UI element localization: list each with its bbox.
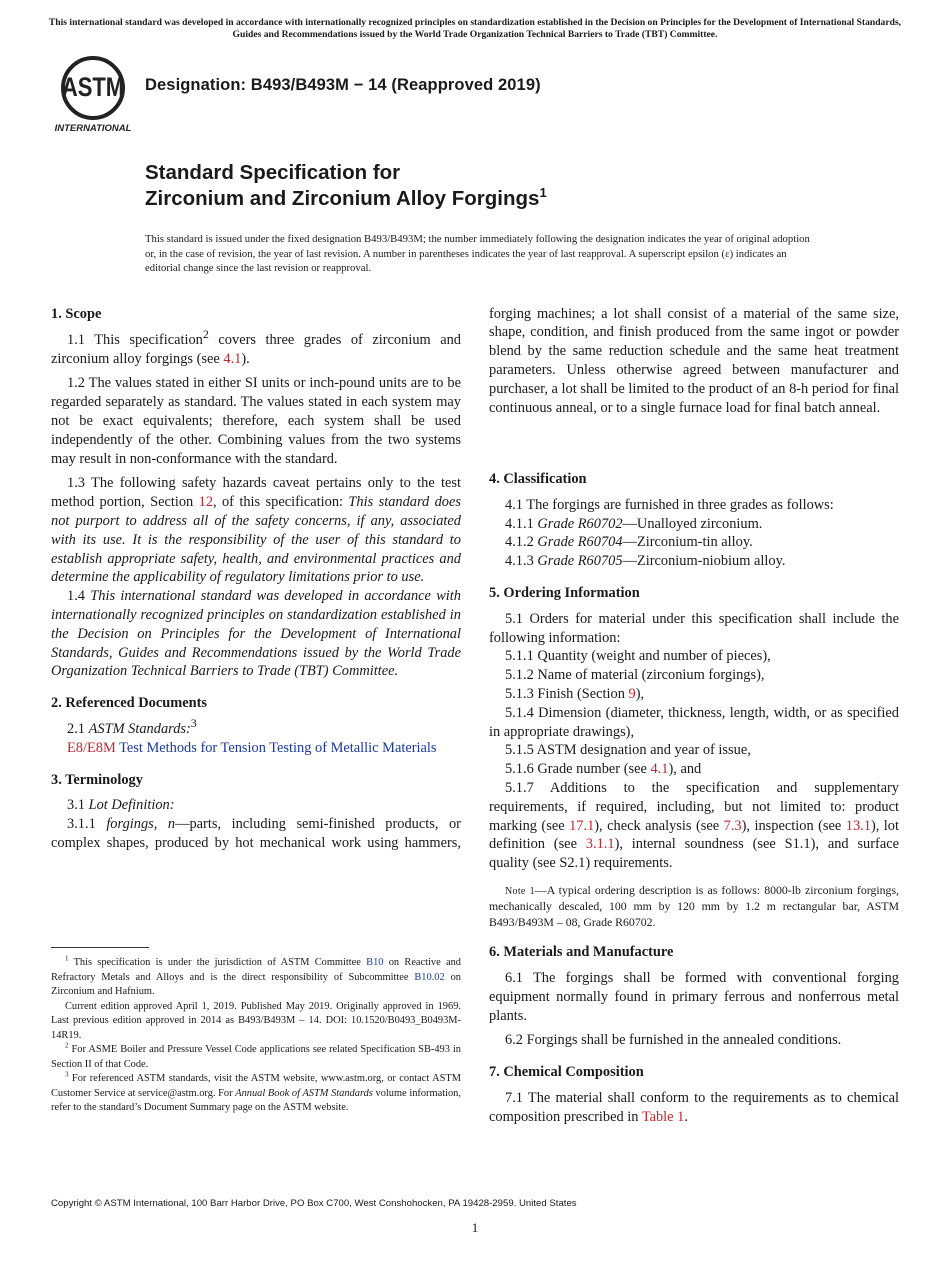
document-title [145,160,547,212]
ref-link-13-1[interactable]: 13.1 [845,817,871,834]
paragraph-3-1-1: 3.1.1 forgings, n—parts, including semi-finished products, or complex shapes, produced by hot mechanical work using hammers, [51,816,461,851]
ref-link-17-1[interactable]: 17.1 [569,817,595,834]
footnote-3: $^3$ For referenced ASTM standards, visit the ASTM website, www.astm.org, or contact ASTM Customer Service at service@astm.org. For Annual Book of ASTM Standards volume information, refer to the standard’s Document Summary page on the ASTM website. [51,1070,461,1113]
copyright: Copyright © ASTM International, 100 Barr Harbor Drive, PO Box C700, West Conshohocken, PA 19428-2959. United States [51,1198,577,1209]
note-1: Note 1—A typical ordering description is as follows: 8000-lb zirconium forgings, mechanically descaled, 100 mm by 120 mm by 1.2 m rectangular bar, ASTM B493/B493M – 08, Grade R60702. [489,882,899,929]
svg-text:ASTM: ASTM [61,73,125,103]
paragraph-5-1-2: 5.1.2 Name of material (zirconium forgings), [505,667,765,684]
paragraph-3-1-1-continued: forging machines; a lot shall consist of a material of the same size, shape, condition, and finish produced from the same ingot or powder blend by the same reduction schedule and the same heat treatment parameters. Unless otherwise agreed between manufacturer and purchaser, a lot shall be limited to the product of an 8-h period for final continuous anneal, or to a single furnace load for final batch anneal. [489,305,899,416]
section-heading-terminology: 3. Terminology [51,771,143,788]
paragraph-4-1-2: 4.1.2 Grade R60704—Zirconium-tin alloy. [505,534,753,551]
page-number: 1 [471,1220,479,1235]
ref-link-4-1[interactable]: 4.1 [223,350,242,367]
svg-text:INTERNATIONAL: INTERNATIONAL [54,123,132,134]
paragraph-5-1-7: 5.1.7 Additions to the specification and supplementary requirements, if required, including, but not limited to: product marking (see 17.1), check analysis (see 7.3), inspection (see 13.1), lot definition (see 3.1.1), internal soundness (see S1.1), and surface quality (see S2.1) requirements. [489,779,899,872]
title-line-1: Standard Specification for [145,161,401,184]
designation: Designation: B493/B493M − 14 (Reapproved 2019) [145,76,541,94]
ref-link-b10[interactable]: B10 [366,957,384,968]
section-heading-scope: 1. Scope [51,306,102,322]
paragraph-4-1-1: 4.1.1 Grade R60702—Unalloyed zirconium. [505,515,763,532]
ref-link-b10-02[interactable]: B10.02 [414,971,445,983]
paragraph-5-1-3: 5.1.3 Finish (Section 9), [505,685,645,702]
paragraph-5-1-4: 5.1.4 Dimension (diameter, thickness, length, width, or as specified in appropriate drawings), [489,704,899,740]
paragraph-5-1-1: 5.1.1 Quantity (weight and number of pieces), [505,648,771,665]
paragraph-1-1: 1.1 This specification$^2$ covers three grades of zirconium and zirconium alloy forgings (see 4.1). [51,327,462,367]
note-label: Note 1 [505,885,535,897]
footnote-1-edition: Current edition approved April 1, 2019. Published May 2019. Originally approved in 1969. Last previous edition approved in 2014 as B493/B493M – 14. DOI: 10.1520/B0493_B0493M-14R19. [51,1000,461,1041]
ref-link-3-1-1[interactable]: 3.1.1 [585,836,615,853]
paragraph-2-1: 2.1 ASTM Standards:$^3$ [67,716,197,737]
paragraph-5-1-5: 5.1.5 ASTM designation and year of issue, [505,742,751,759]
reference-e8 [51,739,461,758]
astm-international-logo [52,54,134,134]
paragraph-7-1: 7.1 The material shall conform to the requirements as to chemical composition prescribed in Table 1. [489,1089,899,1125]
ref-link-e8-title[interactable]: Test Methods for Tension Testing of Metallic Materials [119,739,437,756]
section-heading-chemical-composition: 7. Chemical Composition [489,1064,644,1081]
ref-link-4-1-grade[interactable]: 4.1 [650,761,669,778]
paragraph-1-2: 1.2 The values stated in either SI units or inch-pound units are to be regarded separately as standard. The values stated in each system may not be exact equivalents; therefore, each system shall be used independently of the other. Combining values from the two systems may result in non-conformance with the standard. [51,375,461,467]
section-heading-referenced-documents: 2. Referenced Documents [51,695,207,712]
paragraph-3-1: 3.1 Lot Definition: [67,797,175,814]
right-column [489,305,899,1127]
section-heading-materials-and-manufacture: 6. Materials and Manufacture [489,944,674,961]
section-heading-classification: 4. Classification [489,471,587,487]
paragraph-5-1-6: 5.1.6 Grade number (see 4.1), and [505,761,702,778]
title-line-2: Zirconium and Zirconium Alloy Forgings [145,187,540,210]
preamble: This standard is issued under the fixed designation B493/B493M; the number immediately following the designation indicates the year of original adoption or, in the case of revision, the year of last revision. A number in parentheses indicates the year of last reapproval. A superscript epsilon (ε) indicates an editorial change since the last revision or reapproval. [145,233,810,274]
paragraph-4-1-3: 4.1.3 Grade R60705—Zirconium-niobium alloy. [505,553,786,570]
footnote-1: $^1$ This specification is under the jurisdiction of ASTM Committee B10 on Reactive and Refractory Metals and Alloys and is the direct responsibility of Subcommittee B10.02 on Zirconium and Hafnium. [51,954,461,997]
paragraph-1-4: 1.4 This international standard was developed in accordance with internationally recognized principles on standardization established in the Decision on Principles for the Development of International Standards, Guides and Recommendations issued by the World Trade Organization Technical Barriers to Trade (TBT) Committee. [51,588,461,680]
ref-link-7-3[interactable]: 7.3 [723,817,742,834]
section-heading-ordering-information: 5. Ordering Information [489,584,640,601]
title-footnote-mark: 1 [539,185,547,201]
paragraph-6-1: 6.1 The forgings shall be formed with conventional forging equipment normally found in primary ferrous and nonferrous metal plants. [489,969,899,1024]
paragraph-4-1: 4.1 The forgings are furnished in three grades as follows: [505,496,834,513]
left-column [51,305,461,853]
footnote-rule [51,947,149,948]
ref-link-e8-e8m[interactable]: E8/E8M [67,739,116,756]
international-standard-notice: This international standard was developed in accordance with internationally recognized principles on standardization established in the Decision on Principles for the Development of International Standards, Guides and Recommendations issued by the World Trade Organization Technical Barriers to Trade (TBT) Committee. [48,17,902,40]
ref-link-section-9[interactable]: 9 [628,685,636,702]
ref-link-table-1[interactable]: Table 1 [641,1108,685,1125]
footnotes [51,956,461,1116]
paragraph-6-2: 6.2 Forgings shall be furnished in the annealed conditions. [505,1032,842,1049]
footnote-2: $^2$ For ASME Boiler and Pressure Vessel Code applications see related Specification SB-493 in Section II of that Code. [51,1041,461,1070]
ref-link-section-12[interactable]: 12 [198,494,214,511]
paragraph-1-3: 1.3 The following safety hazards caveat pertains only to the test method portion, Section 12, of this specification: This standard does not purport to address all of the safety concerns, if any, associated with its use. It is the responsibility of the user of this standard to establish appropriate safety, health, and environmental practices and determine the applicability of regulatory limitations prior to use. [51,475,461,586]
paragraph-5-1: 5.1 Orders for material under this specification shall include the following information: [489,610,899,646]
